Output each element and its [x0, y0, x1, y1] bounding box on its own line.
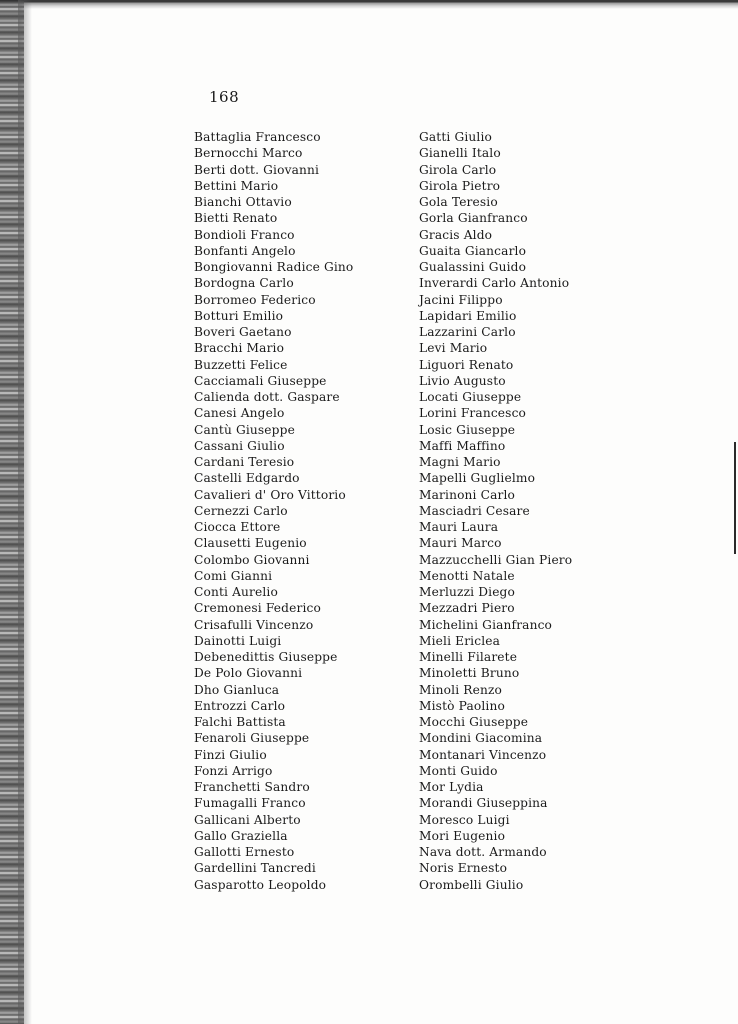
name-entry: Gracis Aldo [419, 227, 493, 242]
name-entry: Berti dott. Giovanni [194, 162, 320, 177]
name-entry: Merluzzi Diego [419, 585, 515, 599]
name-entry: Minoletti Bruno [419, 666, 520, 681]
name-entry: Debenedittis Giuseppe [194, 650, 338, 664]
name-entry: Moresco Luigi [419, 812, 510, 827]
name-entry: Michelini Gianfranco [419, 617, 553, 632]
name-entry: Bettini Mario [194, 178, 279, 193]
name-entry: Cavalieri d' Oro Vittorio [194, 487, 346, 502]
name-entry: Marinoni Carlo [419, 487, 516, 502]
name-entry: Gola Teresio [419, 195, 498, 209]
name-entry: Mondini Giacomina [419, 731, 543, 746]
name-entry: Fonzi Arrigo [194, 763, 273, 778]
name-entry: Botturi Emilio [194, 308, 284, 323]
name-entry: Battaglia Francesco [194, 130, 321, 144]
name-entry: Livio Augusto [419, 373, 506, 388]
name-entry: Mieli Ericlea [419, 633, 501, 648]
name-entry: Minelli Filarete [419, 650, 518, 664]
name-entry: Cassani Giulio [194, 438, 285, 453]
page-number: 168 [209, 88, 240, 106]
page-top-edge [0, 0, 738, 9]
name-entry: Lorini Francesco [419, 406, 527, 421]
name-entry: Nava dott. Armando [419, 845, 547, 859]
name-entry: Buzzetti Felice [194, 357, 288, 372]
name-entry: De Polo Giovanni [194, 666, 303, 681]
name-entry: Gatti Giulio [419, 130, 492, 144]
name-entry: Entrozzi Carlo [194, 698, 286, 713]
name-entry: Bongiovanni Radice Gino [194, 260, 354, 274]
name-entry: Girola Pietro [419, 178, 501, 193]
name-entry: Crisafulli Vincenzo [194, 617, 314, 632]
name-entry: Morandi Giuseppina [419, 796, 548, 811]
name-entry: Fenaroli Giuseppe [194, 731, 310, 746]
name-entry: Franchetti Sandro [194, 780, 310, 794]
name-entry: Bianchi Ottavio [194, 195, 292, 209]
name-entry: Minoli Renzo [419, 682, 503, 697]
name-list-left [194, 129, 353, 893]
name-entry: Calienda dott. Gaspare [194, 390, 340, 404]
name-entry: Mapelli Guglielmo [419, 471, 536, 486]
name-entry: Cernezzi Carlo [194, 503, 288, 518]
name-entry: Monti Guido [419, 763, 498, 778]
name-entry: Locati Giuseppe [419, 390, 522, 404]
name-entry: Mori Eugenio [419, 828, 506, 843]
name-entry: Inverardi Carlo Antonio [419, 276, 570, 291]
name-entry: Bordogna Carlo [194, 276, 294, 291]
name-entry: Mauri Marco [419, 536, 502, 551]
name-entry: Magni Mario [419, 455, 501, 469]
name-entry: Guaita Giancarlo [419, 243, 527, 258]
name-entry: Fumagalli Franco [194, 796, 306, 811]
name-list-right [419, 129, 572, 893]
name-entry: Bondioli Franco [194, 227, 295, 242]
name-entry: Gallicani Alberto [194, 812, 301, 827]
name-entry: Gardellini Tancredi [194, 861, 316, 876]
name-entry: Mor Lydia [419, 780, 484, 794]
name-entry: Gasparotto Leopoldo [194, 877, 327, 892]
name-entry: Comi Gianni [194, 568, 273, 583]
name-entry: Mocchi Giuseppe [419, 715, 529, 729]
name-entry: Colombo Giovanni [194, 552, 310, 567]
name-entry: Clausetti Eugenio [194, 536, 307, 551]
name-entry: Dainotti Luigi [194, 633, 282, 648]
name-entry: Noris Ernesto [419, 861, 508, 876]
name-entry: Liguori Renato [419, 357, 514, 372]
name-entry: Cardani Teresio [194, 455, 295, 469]
name-entry: Bietti Renato [194, 211, 278, 226]
name-entry: Conti Aurelio [194, 585, 278, 599]
name-entry: Mazzucchelli Gian Piero [419, 552, 573, 567]
name-entry: Boveri Gaetano [194, 325, 292, 339]
name-entry: Gallotti Ernesto [194, 845, 295, 859]
name-entry: Lapidari Emilio [419, 308, 517, 323]
name-entry: Maffi Maffino [419, 438, 506, 453]
name-entry: Masciadri Cesare [419, 503, 530, 518]
name-entry: Montanari Vincenzo [419, 747, 547, 762]
name-entry: Gianelli Italo [419, 146, 501, 161]
name-entry: Mauri Laura [419, 520, 499, 534]
name-entry: Cremonesi Federico [194, 601, 321, 616]
name-entry: Gorla Gianfranco [419, 211, 528, 226]
name-entry: Bernocchi Marco [194, 146, 303, 161]
name-entry: Mistò Paolino [419, 698, 505, 713]
name-entry: Dho Gianluca [194, 682, 280, 697]
name-entry: Gualassini Guido [419, 260, 527, 274]
name-entry: Cacciamali Giuseppe [194, 373, 327, 388]
name-entry: Jacini Filippo [419, 292, 503, 307]
name-entry: Losic Giuseppe [419, 422, 516, 437]
name-entry: Orombelli Giulio [419, 877, 524, 892]
name-entry: Mezzadri Piero [419, 601, 515, 616]
name-entry: Gallo Graziella [194, 828, 288, 843]
name-entry: Girola Carlo [419, 162, 497, 177]
name-entry: Lazzarini Carlo [419, 325, 516, 339]
name-entry: Ciocca Ettore [194, 520, 281, 534]
name-entry: Falchi Battista [194, 715, 286, 729]
name-entry: Canesi Angelo [194, 406, 285, 421]
spine-shadow [18, 0, 32, 1024]
name-entry: Bracchi Mario [194, 341, 285, 356]
name-entry: Menotti Natale [419, 568, 515, 583]
name-entry: Finzi Giulio [194, 747, 267, 762]
name-entry: Borromeo Federico [194, 292, 316, 307]
name-entry: Levi Mario [419, 341, 488, 356]
margin-mark [734, 442, 736, 554]
name-entry: Bonfanti Angelo [194, 243, 296, 258]
name-entry: Castelli Edgardo [194, 471, 300, 486]
name-entry: Cantù Giuseppe [194, 422, 295, 437]
